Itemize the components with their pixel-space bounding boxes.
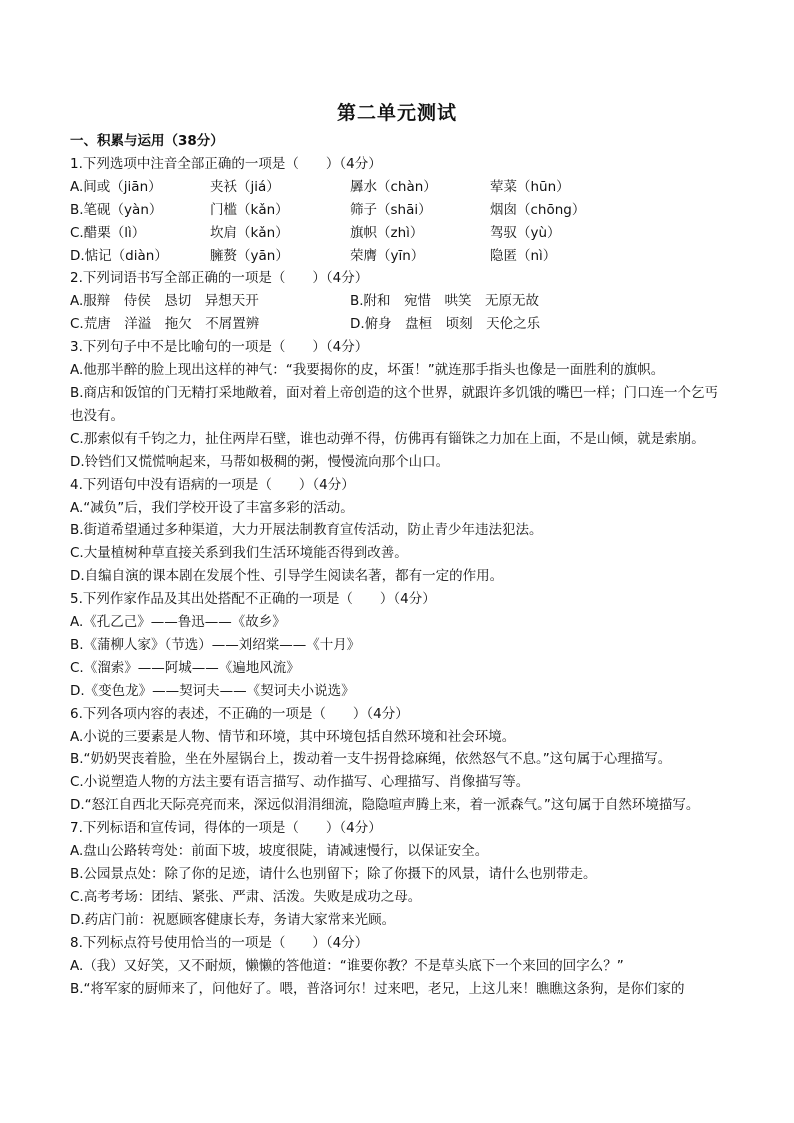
question-2-options-cd	[70, 313, 726, 336]
question-4-option-b: B.街道希望通过多种渠道，大力开展法制教育宣传活动，防止青少年违法犯法。	[70, 522, 543, 539]
exam-content	[70, 130, 726, 1000]
question-4-option-c: C.大量植树种草直接关系到我们生活环境能否得到改善。	[70, 545, 408, 562]
option-cell: D.惦记（diàn）	[70, 247, 168, 264]
option-cell: 坎肩（kǎn）	[210, 224, 289, 241]
option-cell: 旗帜（zhì）	[350, 224, 424, 241]
question-8-stem: 8.下列标点符号使用恰当的一项是（ ）（4分）	[70, 934, 369, 951]
question-6-stem: 6.下列各项内容的表述，不正确的一项是（ ）（4分）	[70, 705, 409, 722]
option-cell: 夹袄（jiá）	[210, 178, 280, 195]
option-cell: B.笔砚（yàn）	[70, 201, 163, 218]
option-cell: C.荒唐 洋溢 拖欠 不屑置辨	[70, 316, 260, 333]
question-6-option-b: B.“奶奶哭丧着脸，坐在外屋锅台上，拨动着一支牛拐骨捻麻绳，依然怒气不息。”这句属于心理描写。	[70, 751, 672, 768]
question-6-option-d: D.“怒江自西北天际亮亮而来，深远似涓涓细流，隐隐喧声腾上来，着一派森气。”这句属于自然环境描写。	[70, 797, 700, 814]
option-cell: 荣膺（yīn）	[350, 247, 425, 264]
question-4-option-a: A.“减负”后，我们学校开设了丰富多彩的活动。	[70, 499, 354, 516]
option-cell: A.间或（jiān）	[70, 178, 162, 195]
question-6-option-a: A.小说的三要素是人物、情节和环境，其中环境包括自然环境和社会环境。	[70, 728, 516, 745]
question-7-option-d: D.药店门前：祝愿顾客健康长寿，务请大家常来光顾。	[70, 911, 396, 928]
option-cell: 门槛（kǎn）	[210, 201, 289, 218]
question-8-option-b: B.“将军家的厨师来了，问他好了。喂，普洛诃尔！过来吧，老兄，上这儿来！瞧瞧这条狗，是你们家的	[70, 980, 685, 997]
question-3-option-d: D.铃铛们又慌慌响起来，马帮如极稠的粥，慢慢流向那个山口。	[70, 453, 450, 470]
question-2-options-ab	[70, 290, 726, 313]
option-cell: 羼水（chàn）	[350, 178, 437, 195]
question-1-option-c	[70, 222, 726, 245]
question-5-option-c: C.《溜索》——阿城——《遍地风流》	[70, 659, 300, 676]
question-8-option-a: A.（我）又好笑，又不耐烦，懒懒的答他道：“谁要你教？不是草头底下一个来回的回字么？”	[70, 957, 624, 974]
option-cell: 隐匿（nì）	[490, 247, 557, 264]
question-7-option-b: B.公园景点处：除了你的足迹，请什么也别留下；除了你摄下的风景，请什么也别带走。	[70, 866, 597, 882]
question-7-stem: 7.下列标语和宣传词，得体的一项是（ ）（4分）	[70, 820, 382, 837]
question-6-option-c: C.小说塑造人物的方法主要有语言描写、动作描写、心理描写、肖像描写等。	[70, 774, 530, 791]
question-3-option-a: A.他那半醉的脸上现出这样的神气：“我要揭你的皮，坏蛋！”就连那手指头也像是一面胜利的旗帜。	[70, 362, 665, 379]
option-cell: 荤菜（hūn）	[490, 178, 570, 195]
option-cell: D.俯身 盘桓 顷刻 天伦之乐	[350, 316, 541, 333]
question-1-stem: 1.下列选项中注音全部正确的一项是（ ）（4分）	[70, 155, 382, 172]
page-title: 第二单元测试	[336, 102, 457, 124]
question-4-option-d: D.自编自演的课本剧在发展个性、引导学生阅读名著，都有一定的作用。	[70, 568, 504, 585]
question-7-option-c: C.高考考场：团结、紧张、严肃、活泼。失败是成功之母。	[70, 888, 422, 905]
question-2-stem: 2.下列词语书写全部正确的一项是（ ）（4分）	[70, 270, 369, 287]
question-1-option-b	[70, 199, 726, 222]
question-7-option-a: A.盘山公路转弯处：前面下坡，坡度很陡，请减速慢行，以保证安全。	[70, 843, 489, 860]
option-cell: C.醋栗（lì）	[70, 224, 146, 241]
question-5-option-d: D.《变色龙》——契诃夫——《契诃夫小说选》	[70, 682, 355, 699]
question-5-option-a: A.《孔乙己》——鲁迅——《故乡》	[70, 614, 286, 631]
option-cell: A.服辩 侍侯 恳切 异想天开	[70, 293, 259, 310]
question-5-option-b: B.《蒲柳人家》（节选）——刘绍棠——《十月》	[70, 636, 361, 653]
option-cell: 筛子（shāi）	[350, 201, 432, 218]
option-cell: B.附和 宛惜 哄笑 无原无故	[350, 293, 540, 310]
question-4-stem: 4.下列语句中没有语病的一项是（ ）（4分）	[70, 476, 355, 493]
option-cell: 臃赘（yān）	[210, 247, 289, 264]
option-cell: 烟囱（chōng）	[490, 201, 586, 218]
section-heading: 一、积累与运用（38分）	[70, 133, 224, 149]
question-3-stem: 3.下列句子中不是比喻句的一项是（ ）（4分）	[70, 339, 369, 356]
option-cell: 驾驭（yù）	[490, 224, 561, 241]
question-3-option-c: C.那索似有千钧之力，扯住两岸石壁，谁也动弹不得，仿佛再有锱铢之力加在上面，不是山倾，就是索崩。	[70, 430, 705, 447]
question-1-option-d	[70, 245, 726, 268]
question-5-stem: 5.下列作家作品及其出处搭配不正确的一项是（ ）（4分）	[70, 591, 436, 608]
question-1-option-a	[70, 176, 726, 199]
question-3-option-b: B.商店和饭馆的门无精打采地敞着，面对着上帝创造的这个世界，就跟许多饥饿的嘴巴一样；门口连一个乞丐也没有。	[70, 384, 719, 424]
